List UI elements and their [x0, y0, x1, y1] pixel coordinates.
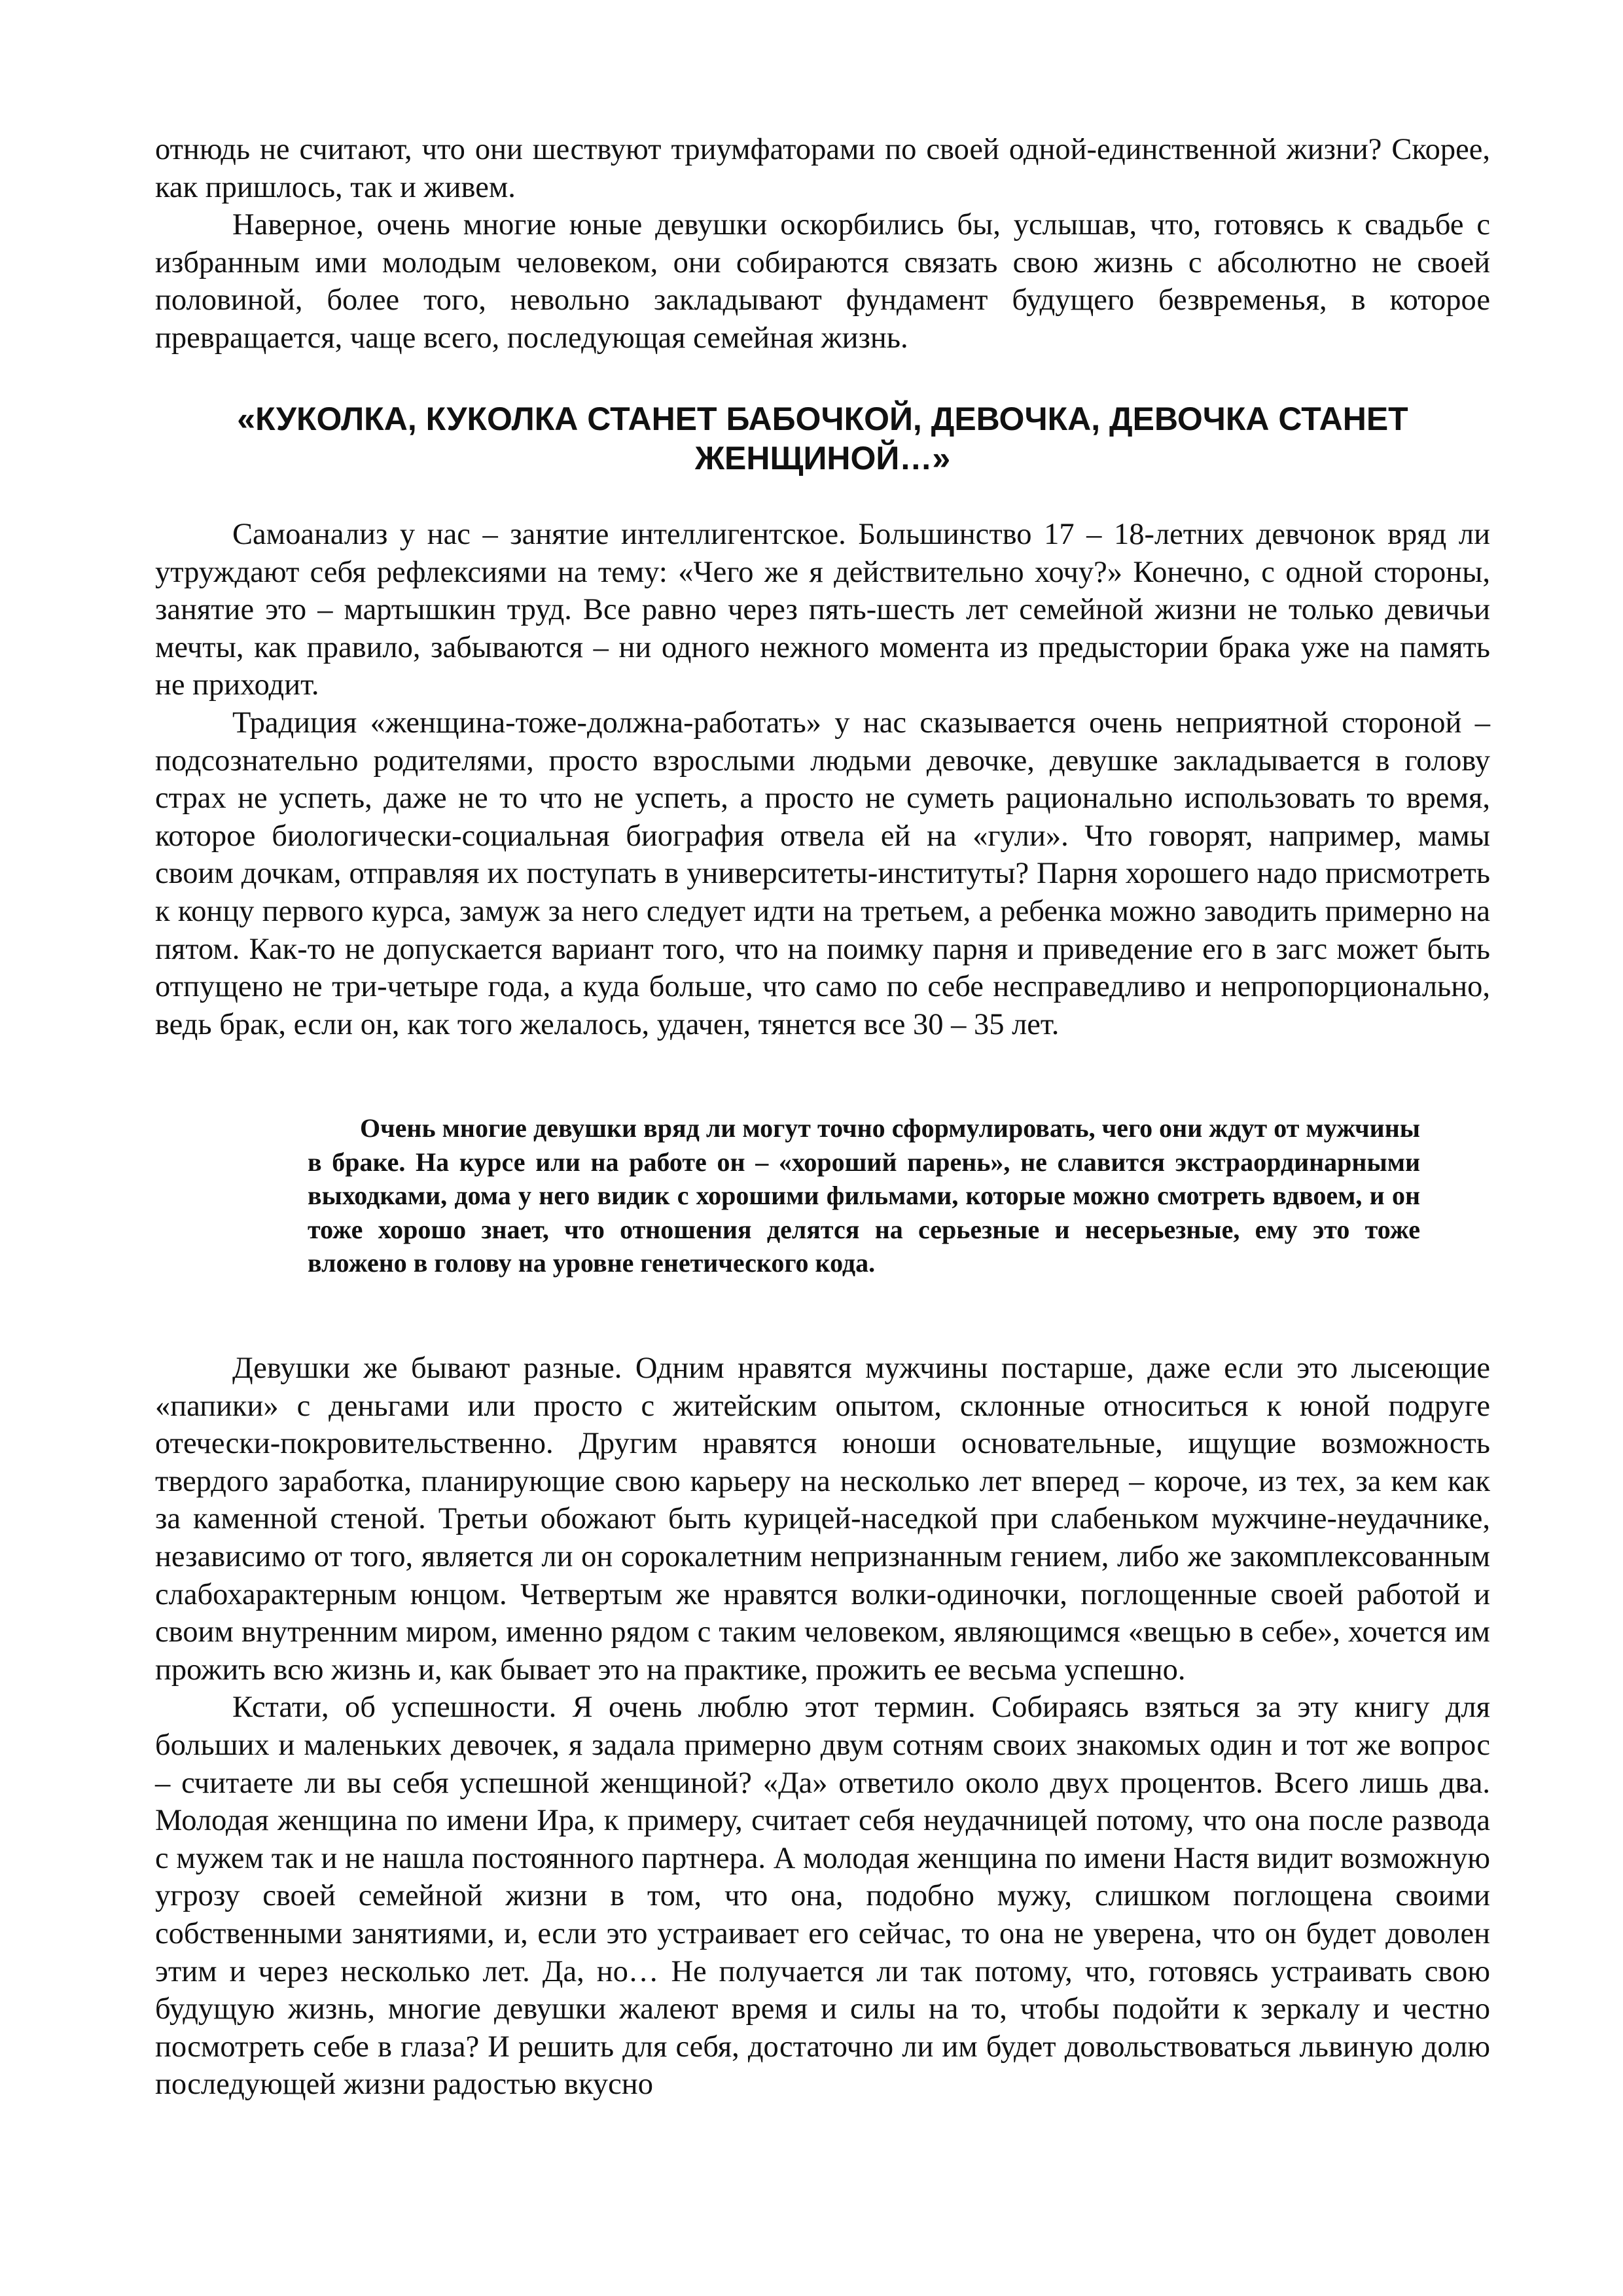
- paragraph-success: Кстати, об успешности. Я очень люблю этот термин. Собираясь взяться за эту книгу для больших и маленьких девочек, я задала примерно двум сотням своих знакомых один и тот же вопрос – считаете ли вы себя успешной женщиной? «Да» ответило около двух процентов. Всего лишь два. Молодая женщина по имени Ира, к примеру, считает себя неудачницей потому, что она после развода с мужем так и не нашла постоянного партнера. А молодая женщина по имени Настя видит возможную угрозу своей семейной жизни в том, что она, подобно мужу, слишком поглощена своими собственными занятиями, и, если это устраивает его сейчас, то она не уверена, что он будет доволен этим и через несколько лет. Да, но… Не получается ли так потому, что, готовясь устраивать свою будущую жизнь, многие девушки жалеют время и силы на то, чтобы подойти к зеркалу и честно посмотреть себе в глаза? И решить для себя, достаточно ли им будет довольствоваться львиную долю последующей жизни радостью вкусно: [155, 1691, 1490, 2102]
- section-text: [155, 516, 1490, 1043]
- section-heading: «КУКОЛКА, КУКОЛКА СТАНЕТ БАБОЧКОЙ, ДЕВОЧКА, ДЕВОЧКА СТАНЕТ ЖЕНЩИНОЙ…»: [237, 401, 1408, 476]
- paragraph-self-analysis: Самоанализ у нас – занятие интеллигентское. Большинство 17 – 18-летних девчонок вряд ли утруждают себя рефлексиями на тему: «Чего же я действительно хочу?» Конечно, с одной стороны, занятие это – мартышкин труд. Все равно через пять-шесть лет семейной жизни не только девичьи мечты, как правило, забываются – ни одного нежного момента из предыстории брака уже на память не приходит.: [155, 518, 1490, 702]
- quote-text: Очень многие девушки вряд ли могут точно сформулировать, чего они ждут от мужчины в браке. На курсе или на работе он – «хороший парень», не славится экстраординарными выходками, дома у него видик с хорошими фильмами, которые можно смотреть вдвоем, и он тоже хорошо знает, что отношения делятся на серьезные и несерьезные, ему это тоже вложено в голову на уровне генетического кода.: [308, 1113, 1420, 1278]
- highlighted-quote: [308, 1111, 1420, 1280]
- paragraph-intro-continuation: отнюдь не считают, что они шествуют триумфаторами по своей одной-единственной жизни? Скорее, как пришлось, так и живем.: [155, 133, 1490, 204]
- paragraph-girls-differ: Девушки же бывают разные. Одним нравятся мужчины постарше, даже если это лысеющие «папики» с деньгами или просто с житейским опытом, склонные относиться к юной подруге отечески-покровительственно. Другим нравятся юноши основательные, ищущие возможность твердого заработка, планирующие свою карьеру на несколько лет вперед – короче, из тех, за кем как за каменной стеной. Третьи обожают быть курицей-наседкой при слабеньком мужчине-неудачнике, независимо от того, является ли он сорокалетним непризнанным гением, либо же закомплексованным слабохарактерным юнцом. Четвертым же нравятся волки-одиночки, поглощенные своей работой и своим внутренним миром, именно рядом с таким человеком, являющимся «вещью в себе», хочется им прожить всю жизнь и, как бывает это на практике, прожить ее весьма успешно.: [155, 1352, 1490, 1687]
- paragraph-tradition: Традиция «женщина-тоже-должна-работать» у нас сказывается очень неприятной стороной – подсознательно родителями, просто взрослыми людьми девочке, девушке закладывается в голову страх не успеть, даже не то что не успеть, а просто не суметь рационально использовать то время, которое биологически-социальная биография отвела ей на «гули». Что говорят, например, мамы своим дочкам, отправляя их поступать в университеты-институты? Парня хорошего надо присмотреть к концу первого курса, замуж за него следует идти на третьем, а ребенка можно заводить примерно на пятом. Как-то не допускается вариант того, что на поимку парня и приведение его в загс может быть отпущено не три-четыре года, а куда больше, что само по себе несправедливо и непропорционально, ведь брак, если он, как того желалось, удачен, тянется все 30 – 35 лет.: [155, 706, 1490, 1041]
- paragraph-brides: Наверное, очень многие юные девушки оскорбились бы, услышав, что, готовясь к свадьбе с избранным ими молодым человеком, они собираются связать свою жизнь с абсолютно не своей половиной, более того, невольно закладывают фундамент будущего безвременья, в которое превращается, чаще всего, последующая семейная жизнь.: [155, 208, 1490, 355]
- intro-text: [155, 131, 1490, 357]
- body-text: [155, 1350, 1490, 2104]
